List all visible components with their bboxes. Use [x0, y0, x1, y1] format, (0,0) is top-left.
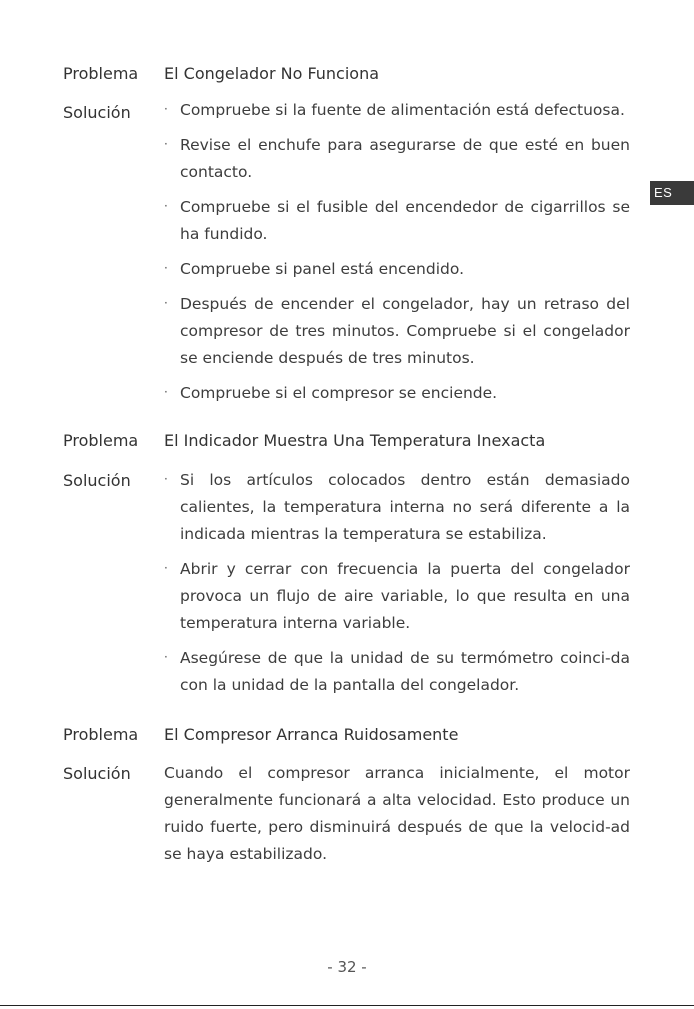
problem-title: El Indicador Muestra Una Temperatura Inexacta: [164, 431, 546, 450]
solution-paragraph: Cuando el compresor arranca inicialmente, el motor generalmente funcionará a alta velocidad. Esto produce un ruido fuerte, pero disminuirá después de que la velocid-ad se haya estabilizado.: [164, 764, 630, 863]
problem-title: El Compresor Arranca Ruidosamente: [164, 725, 459, 744]
solution-list: [164, 467, 630, 707]
bullet-icon: ·: [164, 199, 168, 213]
problem-label: Problema: [63, 431, 139, 450]
solution-item: [164, 256, 630, 283]
bullet-icon: ·: [164, 102, 168, 116]
bullet-icon: ·: [164, 650, 168, 664]
solution-item: [164, 556, 630, 637]
solution-item-text: Compruebe si la fuente de alimentación está defectuosa.: [180, 101, 625, 119]
solution-item-text: Si los artículos colocados dentro están demasiado calientes, la temperatura interna no será diferente a la indicada mientras la temperatura se estabiliza.: [180, 471, 630, 543]
problem-label: Problema: [63, 64, 139, 83]
solution-item-text: Compruebe si el compresor se enciende.: [180, 384, 498, 402]
solution-item: [164, 645, 630, 699]
solution-item-text: Revise el enchufe para asegurarse de que esté en buen contacto.: [180, 136, 630, 181]
bullet-icon: ·: [164, 296, 168, 310]
solution-item: [164, 467, 630, 548]
bullet-icon: ·: [164, 561, 168, 575]
bullet-icon: ·: [164, 385, 168, 399]
page-bottom-rule: [0, 1005, 694, 1006]
bullet-icon: ·: [164, 261, 168, 275]
solution-label: Solución: [63, 764, 131, 783]
solution-item-text: Después de encender el congelador, hay un retraso del compresor de tres minutos. Compruebe si el congelador se enciende después de tres minutos.: [180, 295, 630, 367]
problem-title: El Congelador No Funciona: [164, 64, 380, 83]
solution-item: [164, 132, 630, 186]
solution-item-text: Compruebe si el fusible del encendedor de cigarrillos se ha fundido.: [180, 198, 630, 243]
language-tab: ES: [650, 181, 694, 205]
solution-item-text: Abrir y cerrar con frecuencia la puerta del congelador provoca un flujo de aire variable, lo que resulta en una temperatura interna variable.: [180, 560, 630, 632]
solution-item: [164, 291, 630, 372]
problem-label: Problema: [63, 725, 139, 744]
solution-item: [164, 380, 630, 407]
bullet-icon: ·: [164, 137, 168, 151]
solution-item: [164, 97, 630, 124]
solution-item-text: Compruebe si panel está encendido.: [180, 260, 464, 278]
solution-item-text: Asegúrese de que la unidad de su termómetro coinci-da con la unidad de la pantalla del congelador.: [180, 649, 630, 694]
page-number: - 32 -: [327, 958, 367, 976]
solution-label: Solución: [63, 103, 131, 122]
solution-list: [164, 97, 630, 415]
bullet-icon: ·: [164, 472, 168, 486]
solution-item: [164, 194, 630, 248]
solution-label: Solución: [63, 471, 131, 490]
